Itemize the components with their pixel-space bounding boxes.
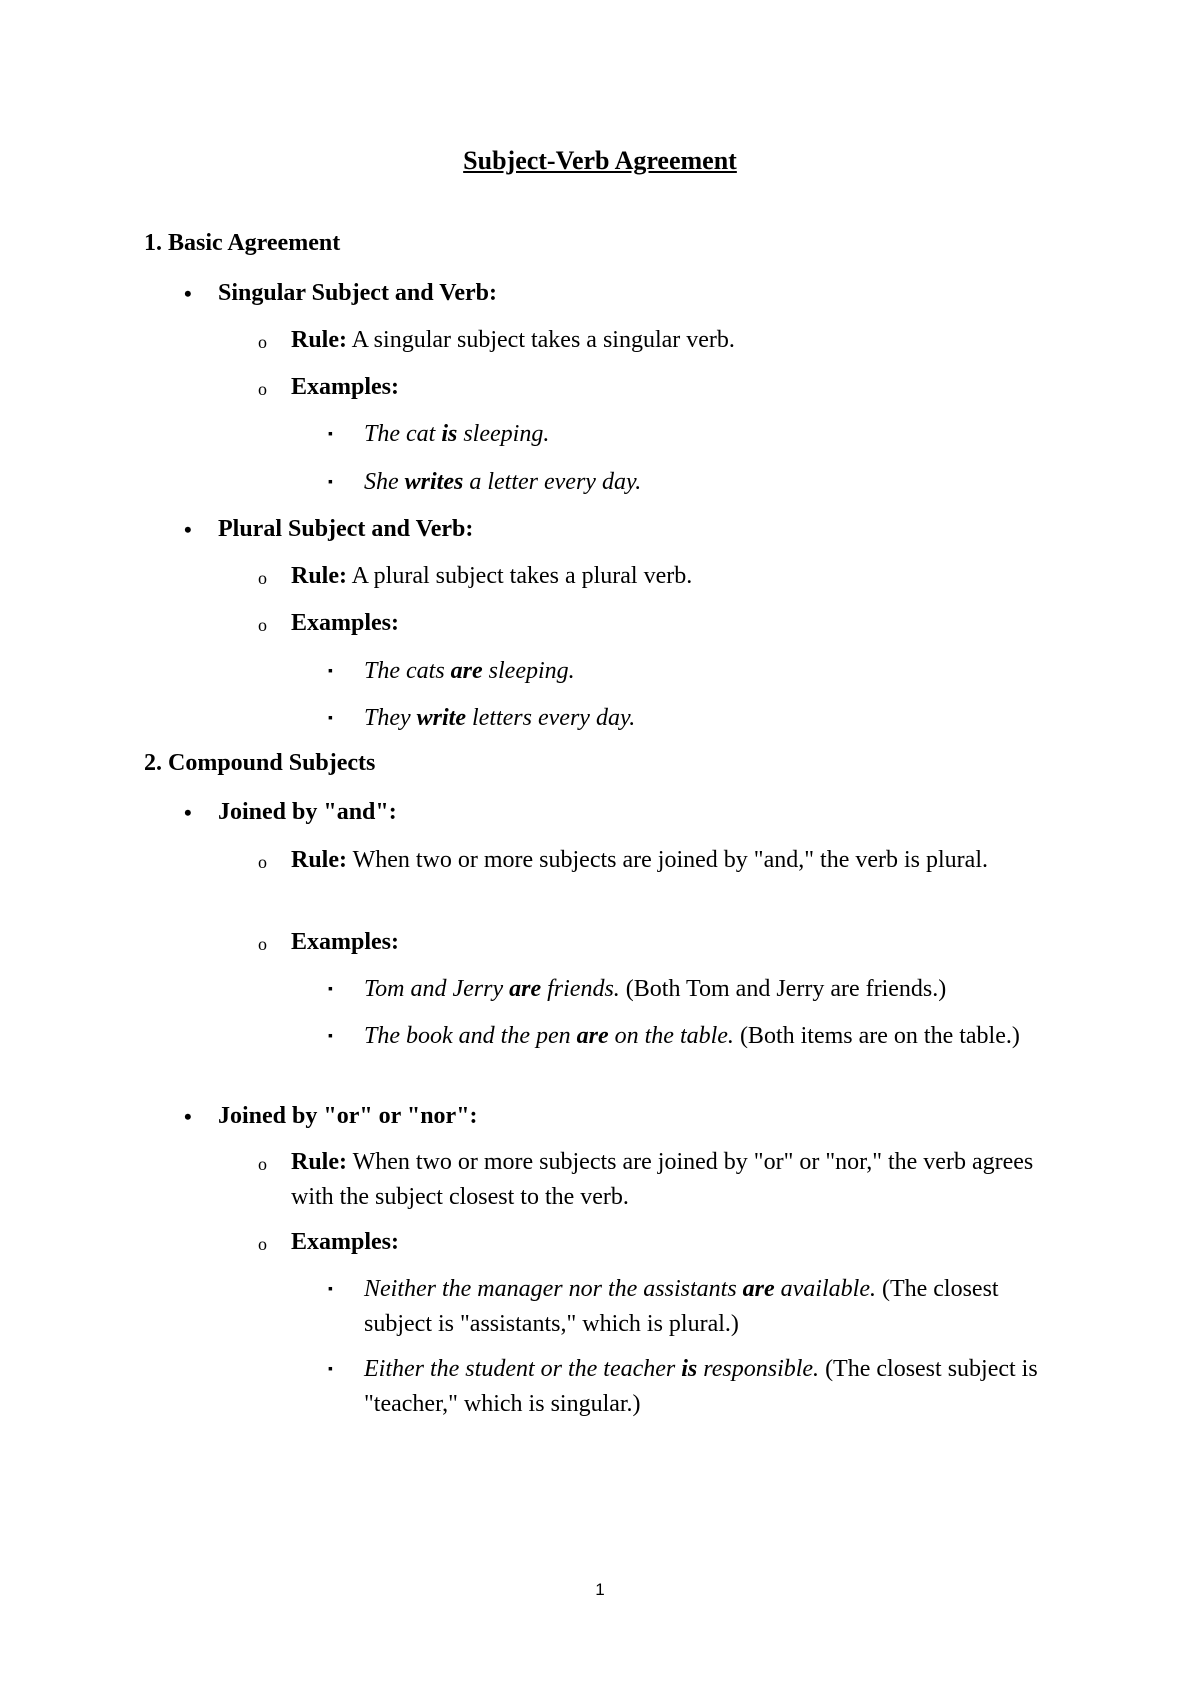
square-bullet-icon: ▪	[328, 664, 333, 679]
rule-line: o Rule: When two or more subjects are joined by "and," the verb is plural.	[291, 843, 1051, 878]
square-bullet-icon: ▪	[328, 1362, 333, 1377]
square-bullet-icon: ▪	[328, 982, 333, 997]
example-item: ▪ The cats are sleeping.	[364, 654, 1064, 689]
example-item: ▪ The book and the pen are on the table. (Both items are on the table.)	[364, 1019, 1064, 1054]
bullet-icon: •	[184, 281, 192, 306]
circle-bullet-icon: o	[258, 568, 267, 588]
square-bullet-icon: ▪	[328, 475, 333, 490]
square-bullet-icon: ▪	[328, 711, 333, 726]
circle-bullet-icon: o	[258, 1234, 267, 1254]
circle-bullet-icon: o	[258, 379, 267, 399]
circle-bullet-icon: o	[258, 332, 267, 352]
example-item: ▪ Tom and Jerry are friends. (Both Tom and Jerry are friends.)	[364, 972, 1064, 1007]
square-bullet-icon: ▪	[328, 427, 333, 442]
circle-bullet-icon: o	[258, 934, 267, 954]
examples-label: o Examples:	[291, 925, 1051, 960]
example-item: ▪ They write letters every day.	[364, 701, 1064, 736]
bullet-icon: •	[184, 1104, 192, 1129]
example-item: ▪ Neither the manager nor the assistants are available. (The closest subject is "assistants," which is plural.)	[364, 1272, 1064, 1342]
list-item: • Singular Subject and Verb:	[218, 276, 497, 311]
circle-bullet-icon: o	[258, 615, 267, 635]
square-bullet-icon: ▪	[328, 1029, 333, 1044]
bullet-icon: •	[184, 517, 192, 542]
example-item: ▪ Either the student or the teacher is responsible. (The closest subject is "teacher," which is singular.)	[364, 1352, 1064, 1422]
square-bullet-icon: ▪	[328, 1282, 333, 1297]
list-item: • Plural Subject and Verb:	[218, 512, 473, 547]
bullet-icon: •	[184, 800, 192, 825]
rule-line: o Rule: When two or more subjects are joined by "or" or "nor," the verb agrees with the subject closest to the verb.	[258, 1149, 1034, 1210]
section-heading: 2. Compound Subjects	[144, 750, 376, 776]
circle-bullet-icon: o	[258, 852, 267, 872]
example-item: ▪ She writes a letter every day.	[364, 465, 1064, 500]
rule-line: o Rule: A singular subject takes a singular verb.	[291, 323, 1051, 358]
section-heading: 1. Basic Agreement	[144, 230, 341, 256]
rule-line: o Rule: A plural subject takes a plural verb.	[291, 559, 1051, 594]
page-title: Subject-Verb Agreement	[463, 146, 737, 175]
circle-bullet-icon: o	[258, 1154, 267, 1174]
examples-label: o Examples:	[291, 370, 1051, 405]
examples-label: o Examples:	[291, 1225, 1051, 1260]
page-number: 1	[595, 1580, 605, 1599]
examples-label: o Examples:	[291, 606, 1051, 641]
list-item: • Joined by "and":	[218, 795, 397, 830]
list-item: • Joined by "or" or "nor":	[218, 1099, 478, 1134]
example-item: ▪ The cat is sleeping.	[364, 417, 1064, 452]
